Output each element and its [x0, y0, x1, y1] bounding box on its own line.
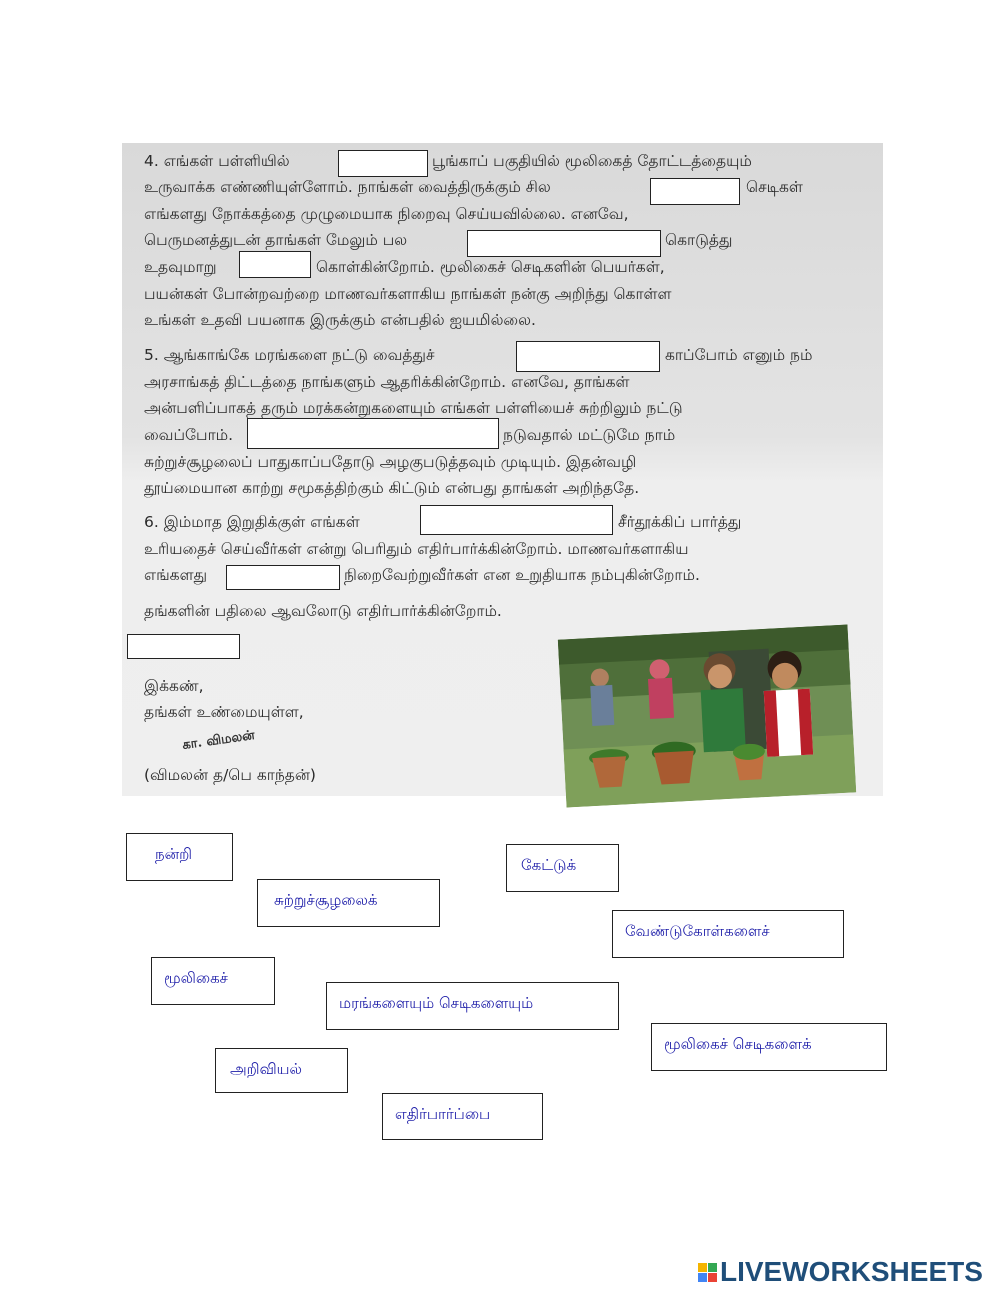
- p5-line4-end: நடுவதால் மட்டுமே நாம்: [503, 426, 676, 444]
- p6-line3-start: எங்களது: [144, 566, 208, 584]
- ikkan-text: இக்கண்,: [144, 677, 204, 695]
- blank-2[interactable]: [650, 178, 740, 205]
- p6-line2: உரியதைச் செய்வீர்கள் என்று பெரிதும் எதிர்பார்க்கின்றோம். மாணவர்களாகிய: [144, 540, 689, 558]
- closing-line: தங்களின் பதிலை ஆவலோடு எதிர்பார்க்கின்றோம்.: [144, 602, 502, 620]
- logo-squares-icon: [698, 1263, 717, 1282]
- p4-line4-end: கொடுத்து: [665, 231, 733, 249]
- p6-line1-end: சீர்தூக்கிப் பார்த்து: [618, 513, 742, 531]
- word-chip-vendukolkalai[interactable]: வேண்டுகோள்களைச்: [612, 910, 844, 958]
- sincerely-text: தங்கள் உண்மையுள்ள,: [144, 703, 304, 721]
- logo-text: LIVEWORKSHEETS: [720, 1256, 983, 1287]
- p4-line1-start: 4. எங்கள் பள்ளியில்: [144, 152, 290, 170]
- p4-line4-start: பெருமனத்துடன் தாங்கள் மேலும் பல: [144, 231, 408, 249]
- p4-line5-start: உதவுமாறு: [144, 258, 217, 276]
- word-chip-sutruchoozhalaik[interactable]: சுற்றுச்சூழலைக்: [257, 879, 440, 927]
- blank-1[interactable]: [338, 150, 428, 177]
- p5-line6: தூய்மையான காற்று சமூகத்திற்கும் கிட்டும் என்பது தாங்கள் அறிந்ததே.: [144, 479, 640, 497]
- blank-4[interactable]: [239, 251, 311, 278]
- students-gardening-photo: [558, 625, 856, 808]
- blank-8[interactable]: [226, 565, 340, 590]
- blank-6[interactable]: [247, 418, 499, 449]
- p4-line2-start: உருவாக்க எண்ணியுள்ளோம். நாங்கள் வைத்திருக்கும் சில: [144, 178, 551, 196]
- blank-7[interactable]: [420, 505, 613, 535]
- blank-9[interactable]: [127, 634, 240, 659]
- word-chip-mooligaich-chedigalaik[interactable]: மூலிகைச் செடிகளைக்: [651, 1023, 887, 1071]
- blank-3[interactable]: [467, 230, 661, 257]
- p5-line2: அரசாங்கத் திட்டத்தை நாங்களும் ஆதரிக்கின்றோம். எனவே, தாங்கள்: [144, 373, 630, 391]
- p5-line4-start: வைப்போம்.: [144, 426, 234, 444]
- word-chip-kettuk[interactable]: கேட்டுக்: [506, 844, 619, 892]
- word-chip-ariviyal[interactable]: அறிவியல்: [215, 1048, 348, 1093]
- p4-line3: எங்களது நோக்கத்தை முழுமையாக நிறைவு செய்யவில்லை. எனவே,: [144, 205, 629, 223]
- liveworksheets-logo: [698, 1256, 983, 1288]
- blank-5[interactable]: [516, 341, 660, 372]
- p6-line1-start: 6. இம்மாத இறுதிக்குள் எங்கள்: [144, 513, 360, 531]
- p5-line1-end: காப்போம் எனும் நம்: [665, 346, 813, 364]
- signature-text: கா. விமலன்: [181, 727, 256, 753]
- p4-line6: பயன்கள் போன்றவற்றை மாணவர்களாகிய நாங்கள் நன்கு அறிந்து கொள்ள: [144, 285, 672, 303]
- p4-line1-end: பூங்காப் பகுதியில் மூலிகைத் தோட்டத்தையும்: [432, 152, 752, 170]
- sender-name: (விமலன் த/பெ காந்தன்): [144, 766, 316, 784]
- p5-line1-start: 5. ஆங்காங்கே மரங்களை நட்டு வைத்துச்: [144, 346, 435, 364]
- word-chip-ethirpaarppai[interactable]: எதிர்பார்ப்பை: [382, 1093, 543, 1140]
- p5-line5: சுற்றுச்சூழலைப் பாதுகாப்பதோடு அழகுபடுத்தவும் முடியும். இதன்வழி: [144, 453, 637, 471]
- p4-line2-end: செடிகள்: [746, 178, 803, 196]
- p4-line7: உங்கள் உதவி பயனாக இருக்கும் என்பதில் ஐயமில்லை.: [144, 311, 536, 329]
- word-chip-nanri[interactable]: நன்றி: [126, 833, 233, 881]
- word-chip-marangalaiyum-chedigalaiyum[interactable]: மரங்களையும் செடிகளையும்: [326, 982, 619, 1030]
- p4-line5-end: கொள்கின்றோம். மூலிகைச் செடிகளின் பெயர்கள்,: [316, 258, 665, 276]
- p5-line3: அன்பளிப்பாகத் தரும் மரக்கன்றுகளையும் எங்கள் பள்ளியைச் சுற்றிலும் நட்டு: [144, 399, 683, 417]
- word-chip-mooligaich[interactable]: மூலிகைச்: [151, 957, 275, 1005]
- p6-line3-end: நிறைவேற்றுவீர்கள் என உறுதியாக நம்புகின்றோம்.: [344, 566, 700, 584]
